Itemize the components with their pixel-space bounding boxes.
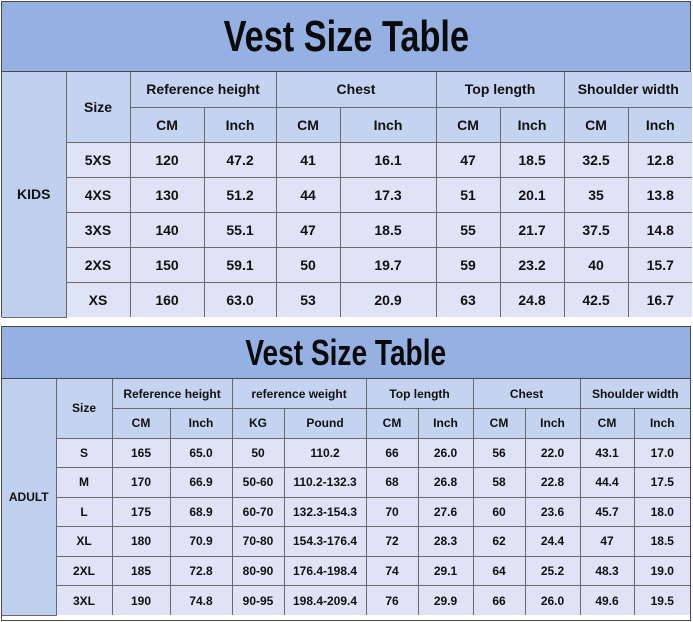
adult-table <box>2 379 690 616</box>
value-cell: 29.1 <box>418 556 473 586</box>
value-cell: 160 <box>130 282 204 317</box>
value-cell: 44.4 <box>580 468 634 498</box>
column-group-header: Reference height <box>130 72 276 107</box>
value-cell: 60 <box>473 497 525 527</box>
size-cell: 3XL <box>56 586 112 616</box>
value-cell: 19.5 <box>634 586 690 616</box>
value-cell: 24.4 <box>525 527 580 557</box>
column-group-header: Chest <box>473 379 580 409</box>
unit-header: CM <box>112 409 170 439</box>
value-cell: 80-90 <box>232 556 284 586</box>
value-cell: 120 <box>130 142 204 177</box>
value-cell: 47 <box>580 527 634 557</box>
kids-size-table <box>1 1 691 317</box>
kids-size-header: Size <box>66 72 130 142</box>
unit-header: Inch <box>340 107 436 142</box>
value-cell: 110.2-132.3 <box>284 468 366 498</box>
value-cell: 32.5 <box>564 142 628 177</box>
value-cell: 59.1 <box>204 247 276 282</box>
value-cell: 20.1 <box>500 177 564 212</box>
unit-header: CM <box>473 409 525 439</box>
unit-header: Inch <box>628 107 692 142</box>
kids-title-band <box>2 2 690 72</box>
value-cell: 37.5 <box>564 212 628 247</box>
unit-header: KG <box>232 409 284 439</box>
value-cell: 180 <box>112 527 170 557</box>
adult-table-title: Vest Size Table <box>245 332 447 373</box>
size-cell: 4XS <box>66 177 130 212</box>
value-cell: 15.7 <box>628 247 692 282</box>
value-cell: 70.9 <box>170 527 232 557</box>
value-cell: 13.8 <box>628 177 692 212</box>
value-cell: 198.4-209.4 <box>284 586 366 616</box>
value-cell: 66 <box>366 438 418 468</box>
column-group-header: reference weight <box>232 379 366 409</box>
value-cell: 72.8 <box>170 556 232 586</box>
column-group-header: Shoulder width <box>564 72 692 107</box>
value-cell: 66.9 <box>170 468 232 498</box>
table-row <box>2 497 690 527</box>
unit-header: CM <box>366 409 418 439</box>
value-cell: 154.3-176.4 <box>284 527 366 557</box>
adult-size-header: Size <box>56 379 112 438</box>
table-row <box>2 556 690 586</box>
value-cell: 26.0 <box>418 438 473 468</box>
column-group-header: Top length <box>436 72 564 107</box>
value-cell: 51.2 <box>204 177 276 212</box>
table-row <box>2 212 692 247</box>
value-cell: 41 <box>276 142 340 177</box>
table-row <box>2 527 690 557</box>
unit-header: CM <box>436 107 500 142</box>
column-group-header: Top length <box>366 379 473 409</box>
unit-header: CM <box>580 409 634 439</box>
value-cell: 20.9 <box>340 282 436 317</box>
table-row <box>2 177 692 212</box>
size-cell: XS <box>66 282 130 317</box>
kids-group-label: KIDS <box>2 72 66 317</box>
size-cell: 5XS <box>66 142 130 177</box>
value-cell: 90-95 <box>232 586 284 616</box>
unit-header: Pound <box>284 409 366 439</box>
value-cell: 47 <box>436 142 500 177</box>
value-cell: 165 <box>112 438 170 468</box>
value-cell: 23.6 <box>525 497 580 527</box>
value-cell: 64 <box>473 556 525 586</box>
value-cell: 130 <box>130 177 204 212</box>
value-cell: 23.2 <box>500 247 564 282</box>
value-cell: 62 <box>473 527 525 557</box>
value-cell: 14.8 <box>628 212 692 247</box>
size-cell: S <box>56 438 112 468</box>
value-cell: 12.8 <box>628 142 692 177</box>
value-cell: 44 <box>276 177 340 212</box>
size-cell: 2XS <box>66 247 130 282</box>
unit-header: Inch <box>525 409 580 439</box>
value-cell: 72 <box>366 527 418 557</box>
value-cell: 176.4-198.4 <box>284 556 366 586</box>
unit-header: CM <box>564 107 628 142</box>
value-cell: 47 <box>276 212 340 247</box>
table-row <box>2 468 690 498</box>
value-cell: 59 <box>436 247 500 282</box>
value-cell: 26.8 <box>418 468 473 498</box>
value-cell: 53 <box>276 282 340 317</box>
table-row <box>2 142 692 177</box>
value-cell: 68.9 <box>170 497 232 527</box>
value-cell: 27.6 <box>418 497 473 527</box>
value-cell: 68 <box>366 468 418 498</box>
size-cell: 2XL <box>56 556 112 586</box>
value-cell: 185 <box>112 556 170 586</box>
value-cell: 50-60 <box>232 468 284 498</box>
value-cell: 132.3-154.3 <box>284 497 366 527</box>
value-cell: 17.3 <box>340 177 436 212</box>
value-cell: 24.8 <box>500 282 564 317</box>
adult-group-label: ADULT <box>2 379 56 615</box>
value-cell: 18.5 <box>340 212 436 247</box>
column-group-header: Chest <box>276 72 436 107</box>
unit-header: Inch <box>500 107 564 142</box>
value-cell: 18.5 <box>500 142 564 177</box>
size-cell: XL <box>56 527 112 557</box>
size-cell: 3XS <box>66 212 130 247</box>
value-cell: 63 <box>436 282 500 317</box>
value-cell: 140 <box>130 212 204 247</box>
unit-header: Inch <box>170 409 232 439</box>
value-cell: 45.7 <box>580 497 634 527</box>
table-row <box>2 586 690 616</box>
value-cell: 35 <box>564 177 628 212</box>
value-cell: 63.0 <box>204 282 276 317</box>
column-group-header: Reference height <box>112 379 232 409</box>
value-cell: 47.2 <box>204 142 276 177</box>
table-row <box>2 282 692 317</box>
kids-table <box>2 72 692 318</box>
value-cell: 70 <box>366 497 418 527</box>
value-cell: 21.7 <box>500 212 564 247</box>
value-cell: 22.0 <box>525 438 580 468</box>
unit-header: CM <box>276 107 340 142</box>
value-cell: 175 <box>112 497 170 527</box>
value-cell: 55 <box>436 212 500 247</box>
adult-title-band <box>2 327 690 379</box>
value-cell: 51 <box>436 177 500 212</box>
value-cell: 43.1 <box>580 438 634 468</box>
value-cell: 55.1 <box>204 212 276 247</box>
value-cell: 58 <box>473 468 525 498</box>
value-cell: 170 <box>112 468 170 498</box>
value-cell: 25.2 <box>525 556 580 586</box>
value-cell: 66 <box>473 586 525 616</box>
unit-header: Inch <box>418 409 473 439</box>
value-cell: 40 <box>564 247 628 282</box>
table-row <box>2 438 690 468</box>
column-group-header: Shoulder width <box>580 379 690 409</box>
value-cell: 48.3 <box>580 556 634 586</box>
value-cell: 26.0 <box>525 586 580 616</box>
size-cell: M <box>56 468 112 498</box>
value-cell: 190 <box>112 586 170 616</box>
value-cell: 17.5 <box>634 468 690 498</box>
value-cell: 19.7 <box>340 247 436 282</box>
value-cell: 56 <box>473 438 525 468</box>
value-cell: 76 <box>366 586 418 616</box>
value-cell: 110.2 <box>284 438 366 468</box>
value-cell: 49.6 <box>580 586 634 616</box>
value-cell: 22.8 <box>525 468 580 498</box>
adult-size-table <box>1 326 691 621</box>
table-row <box>2 247 692 282</box>
value-cell: 16.1 <box>340 142 436 177</box>
value-cell: 17.0 <box>634 438 690 468</box>
value-cell: 74.8 <box>170 586 232 616</box>
value-cell: 19.0 <box>634 556 690 586</box>
kids-table-title: Vest Size Table <box>223 12 469 61</box>
value-cell: 65.0 <box>170 438 232 468</box>
value-cell: 60-70 <box>232 497 284 527</box>
value-cell: 150 <box>130 247 204 282</box>
value-cell: 18.0 <box>634 497 690 527</box>
value-cell: 42.5 <box>564 282 628 317</box>
value-cell: 50 <box>276 247 340 282</box>
size-cell: L <box>56 497 112 527</box>
value-cell: 70-80 <box>232 527 284 557</box>
unit-header: Inch <box>204 107 276 142</box>
unit-header: Inch <box>634 409 690 439</box>
value-cell: 28.3 <box>418 527 473 557</box>
value-cell: 50 <box>232 438 284 468</box>
value-cell: 29.9 <box>418 586 473 616</box>
unit-header: CM <box>130 107 204 142</box>
value-cell: 18.5 <box>634 527 690 557</box>
value-cell: 74 <box>366 556 418 586</box>
value-cell: 16.7 <box>628 282 692 317</box>
